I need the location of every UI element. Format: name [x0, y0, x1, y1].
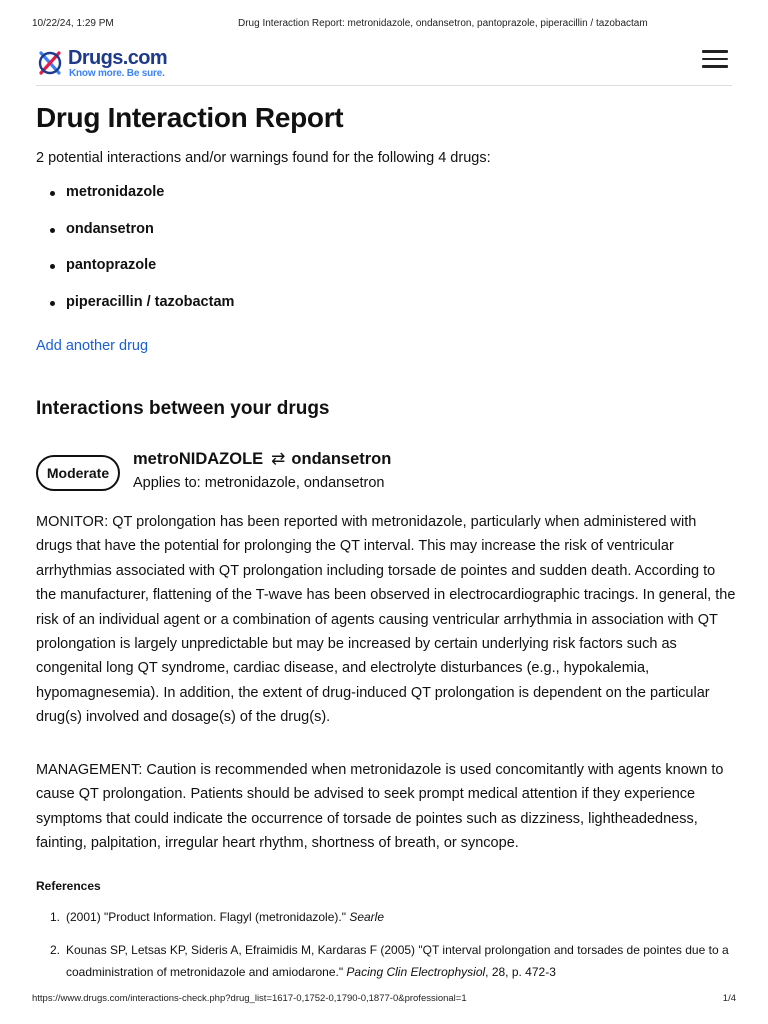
print-date: 10/22/24, 1:29 PM: [32, 18, 114, 29]
brand-tagline: Know more. Be sure.: [69, 68, 165, 79]
management-paragraph: MANAGEMENT: Caution is recommended when metronidazole is used concomitantly with agents known to cause QT prolongation. Patients should be advised to seek prompt medical attention if they experience symptoms that could indicate the occurrence of torsade de pointes such as dizziness, lightheadedness, fainting, palpitation, irregular heart rhythm, shortness of breath, or syncope.: [36, 762, 724, 852]
drug-list: [50, 184, 234, 330]
reference-item: 1. (2001) "Product Information. Flagyl (metronidazole)." Searle: [50, 910, 384, 924]
brand-name: Drugs.com: [68, 47, 168, 69]
interaction-summary: 2 potential interactions and/or warnings found for the following 4 drugs:: [36, 150, 491, 166]
reference-item: 2. Kounas SP, Letsas KP, Sideris A, Efraimidis M, Kardaras F (2005) "QT interval prolongation and torsades de pointes due to a coadministration of metronidazole and amiodarone." Pacing Clin Electrophysiol, 28, p. 472-3: [50, 943, 729, 979]
print-url: https://www.drugs.com/interactions-check.php?drug_list=1617-0,1752-0,1790-0,1877-0&professional=1: [32, 993, 467, 1004]
print-footer: [32, 993, 736, 1007]
drug-item-pantoprazole: pantoprazole: [50, 257, 234, 294]
monitor-paragraph: MONITOR: QT prolongation has been reported with metronidazole, particularly when administered with drugs that have the potential for prolonging the QT interval. This may increase the risk of ventricular arrhythmias associated with QT prolongation including torsade de pointes and sudden death. According to the manufacturer, flattening of the T-wave has been observed in electrocardiographic tracings. In general, the risk of an individual agent or a combination of agents causing ventricular arrhythmia in association with QT prolongation is largely unpredictable but may be increased by certain underlying risk factors such as congenital long QT syndrome, cardiac disease, and electrolyte disturbances (e.g., hypokalemia, hypomagnesemia). In addition, the extent of drug-induced QT prolongation is dependent on the particular drug(s) involved and dosage(s) of the drug(s).: [36, 514, 736, 726]
swap-arrows-icon: ⇄: [271, 449, 286, 468]
drug-b-name: ondansetron: [291, 450, 392, 468]
add-another-drug-link[interactable]: Add another drug: [36, 338, 149, 354]
drug-item-piperacillin-tazobactam: piperacillin / tazobactam: [50, 294, 234, 331]
hamburger-menu-icon[interactable]: [702, 50, 728, 72]
print-document-title: Drug Interaction Report: metronidazole, ondansetron, pantoprazole, piperacillin / tazobactam: [238, 18, 648, 29]
print-page-number: 1/4: [722, 993, 736, 1004]
drugs-com-logo[interactable]: [36, 46, 176, 80]
reference-source: Pacing Clin Electrophysiol: [346, 965, 486, 979]
page-title: Drug Interaction Report: [36, 102, 344, 133]
references-heading: References: [36, 879, 101, 893]
severity-badge: Moderate: [36, 455, 120, 491]
interactions-section-title: Interactions between your drugs: [36, 398, 330, 419]
print-header: [32, 18, 736, 32]
drug-a-name: metroNIDAZOLE: [133, 450, 264, 468]
site-header: [36, 42, 732, 86]
interaction-pair-title: [133, 449, 391, 469]
drug-item-ondansetron: ondansetron: [50, 221, 234, 258]
drug-item-metronidazole: metronidazole: [50, 184, 234, 221]
applies-to-text: Applies to: metronidazole, ondansetron: [133, 475, 385, 491]
drugs-com-logo-icon: [36, 48, 64, 78]
references-list: [50, 906, 730, 983]
reference-source: Searle: [349, 910, 384, 924]
